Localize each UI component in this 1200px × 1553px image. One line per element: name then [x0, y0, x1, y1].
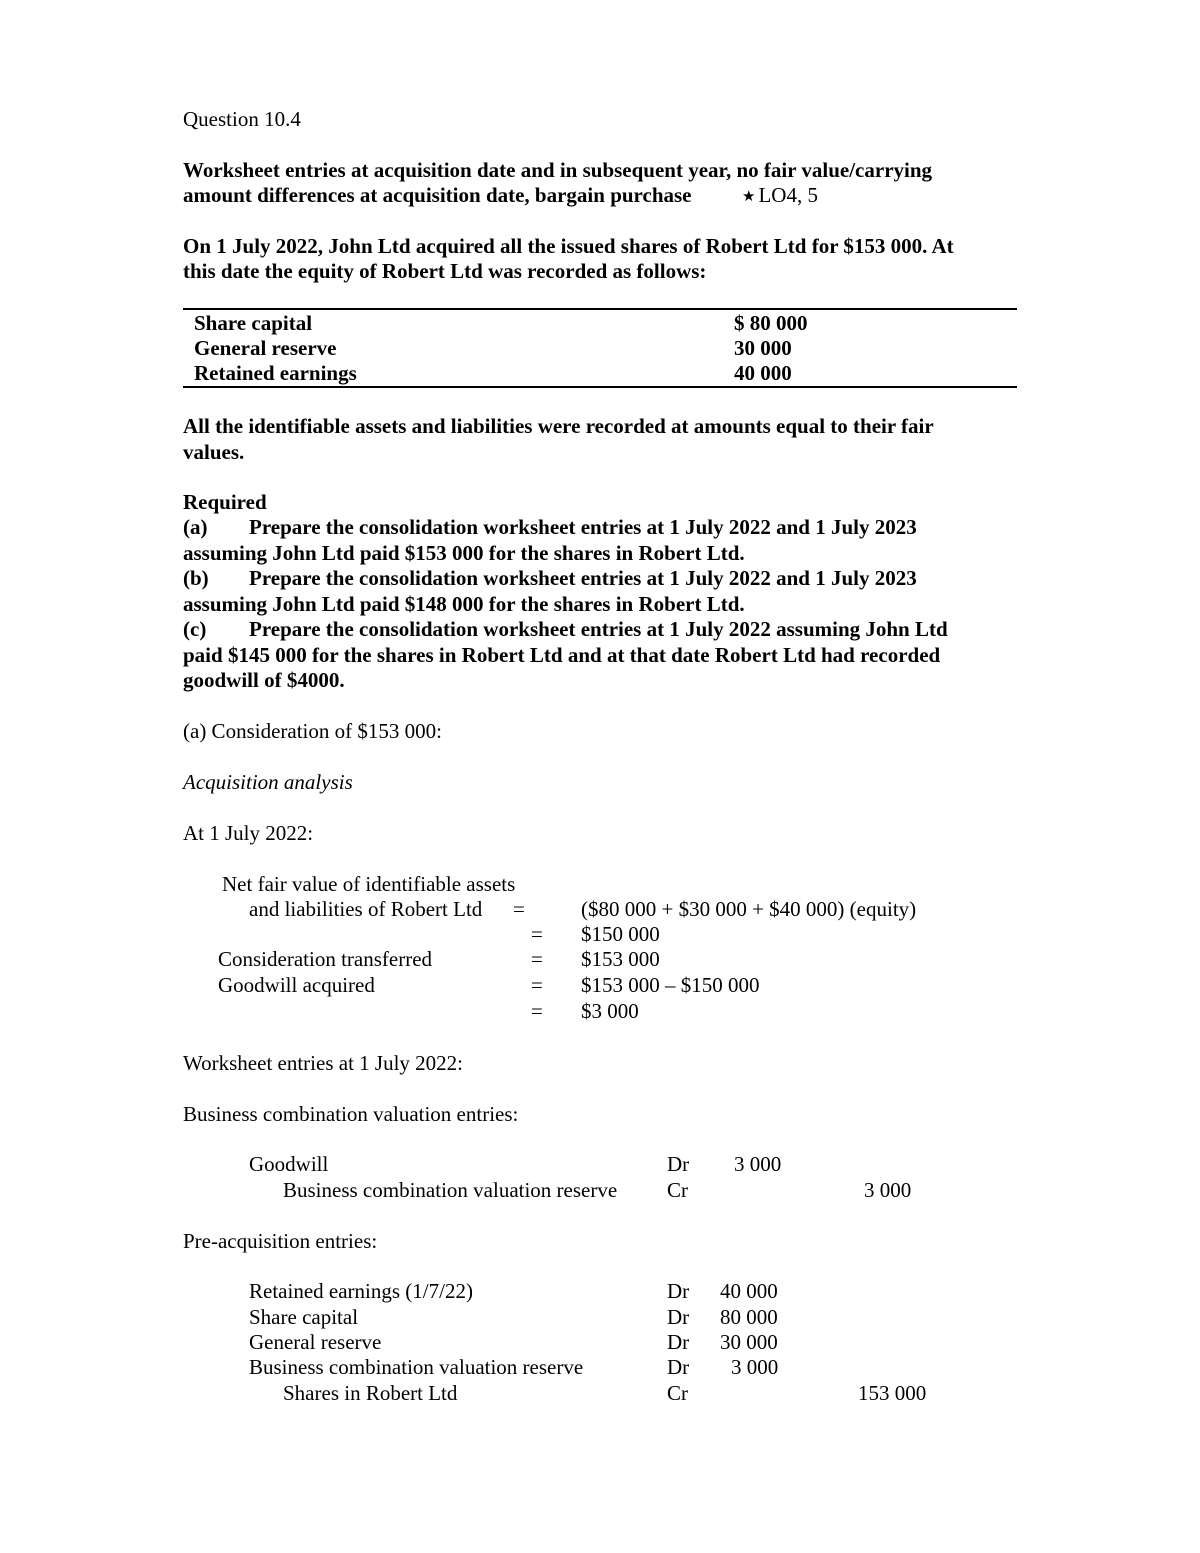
table-bottom-rule — [183, 386, 1017, 388]
consideration-value: $153 000 — [581, 947, 660, 971]
question-title-line-1: Worksheet entries at acquisition date and in subsequent year, no fair value/carrying — [183, 158, 933, 182]
worksheet-entries-heading: Worksheet entries at 1 July 2022: — [183, 1051, 464, 1075]
journal-account: Business combination valuation reserve — [283, 1178, 618, 1202]
nfv-label-line-1: Net fair value of identifiable assets — [222, 872, 516, 896]
nfv-formula: ($80 000 + $30 000 + $40 000) (equity) — [581, 897, 917, 921]
required-c-line-2: paid $145 000 for the shares in Robert Ltd and at that date Robert Ltd had recorded — [183, 643, 941, 667]
journal-drcr: Cr — [667, 1381, 688, 1405]
equals-sign: = — [531, 973, 543, 997]
journal-debit: 80 000 — [720, 1305, 778, 1329]
pre-acquisition-heading: Pre-acquisition entries: — [183, 1229, 378, 1253]
consideration-label: Consideration transferred — [218, 947, 433, 971]
required-a-label: (a) — [183, 515, 208, 539]
required-c-line-1: Prepare the consolidation worksheet entries at 1 July 2022 assuming John Ltd — [249, 617, 948, 641]
journal-debit: 30 000 — [720, 1330, 778, 1354]
question-number: Question 10.4 — [183, 107, 301, 131]
journal-drcr: Dr — [667, 1330, 690, 1354]
required-c-line-3: goodwill of $4000. — [183, 668, 345, 692]
fair-value-note-line-1: All the identifiable assets and liabilities were recorded at amounts equal to their fair — [183, 414, 934, 438]
bcv-entries-heading: Business combination valuation entries: — [183, 1102, 519, 1126]
required-a-line-2: assuming John Ltd paid $153 000 for the shares in Robert Ltd. — [183, 541, 745, 565]
equity-row-value: 40 000 — [734, 361, 792, 385]
required-b-line-1: Prepare the consolidation worksheet entries at 1 July 2022 and 1 July 2023 — [249, 566, 917, 590]
journal-credit: 3 000 — [864, 1178, 912, 1202]
required-b-line-2: assuming John Ltd paid $148 000 for the shares in Robert Ltd. — [183, 592, 745, 616]
journal-account: Business combination valuation reserve — [249, 1355, 584, 1379]
solution-part-a-heading: (a) Consideration of $153 000: — [183, 719, 442, 743]
learning-objective — [742, 183, 818, 211]
journal-debit: 3 000 — [734, 1152, 782, 1176]
equals-sign: = — [531, 922, 543, 946]
required-heading: Required — [183, 490, 267, 514]
required-c-label: (c) — [183, 617, 207, 641]
goodwill-formula: $153 000 – $150 000 — [581, 973, 760, 997]
journal-drcr: Dr — [667, 1279, 690, 1303]
fair-value-note-line-2: values. — [183, 440, 245, 464]
journal-debit: 3 000 — [731, 1355, 779, 1379]
intro-line-1: On 1 July 2022, John Ltd acquired all the issued shares of Robert Ltd for $153 000. At — [183, 234, 954, 258]
required-a-line-1: Prepare the consolidation worksheet entries at 1 July 2022 and 1 July 2023 — [249, 515, 917, 539]
journal-debit: 40 000 — [720, 1279, 778, 1303]
acquisition-analysis-heading: Acquisition analysis — [183, 770, 353, 794]
learning-objective-label: LO4, 5 — [758, 183, 818, 207]
journal-account: Retained earnings (1/7/22) — [249, 1279, 473, 1303]
nfv-label-line-2: and liabilities of Robert Ltd — [249, 897, 483, 921]
journal-account: Share capital — [249, 1305, 359, 1329]
journal-drcr: Dr — [667, 1305, 690, 1329]
goodwill-label: Goodwill acquired — [218, 973, 375, 997]
equals-sign: = — [531, 999, 543, 1023]
journal-credit: 153 000 — [858, 1381, 927, 1405]
equity-row-value: $ 80 000 — [734, 311, 808, 335]
equity-row-label: General reserve — [194, 336, 337, 360]
question-title-line-2: amount differences at acquisition date, bargain purchase — [183, 183, 692, 207]
star-icon: ★ — [742, 189, 756, 205]
journal-account: Shares in Robert Ltd — [283, 1381, 458, 1405]
equals-sign: = — [531, 947, 543, 971]
intro-line-2: this date the equity of Robert Ltd was recorded as follows: — [183, 259, 707, 283]
journal-drcr: Dr — [667, 1152, 690, 1176]
journal-drcr: Cr — [667, 1178, 688, 1202]
equity-row-label: Share capital — [194, 311, 313, 335]
journal-drcr: Dr — [667, 1355, 690, 1379]
equity-row-label: Retained earnings — [194, 361, 357, 385]
journal-account: General reserve — [249, 1330, 382, 1354]
nfv-total: $150 000 — [581, 922, 660, 946]
table-top-rule — [183, 308, 1017, 310]
goodwill-total: $3 000 — [581, 999, 639, 1023]
journal-account: Goodwill — [249, 1152, 329, 1176]
required-b-label: (b) — [183, 566, 209, 590]
equity-row-value: 30 000 — [734, 336, 792, 360]
equals-sign: = — [513, 897, 525, 921]
analysis-date: At 1 July 2022: — [183, 821, 314, 845]
